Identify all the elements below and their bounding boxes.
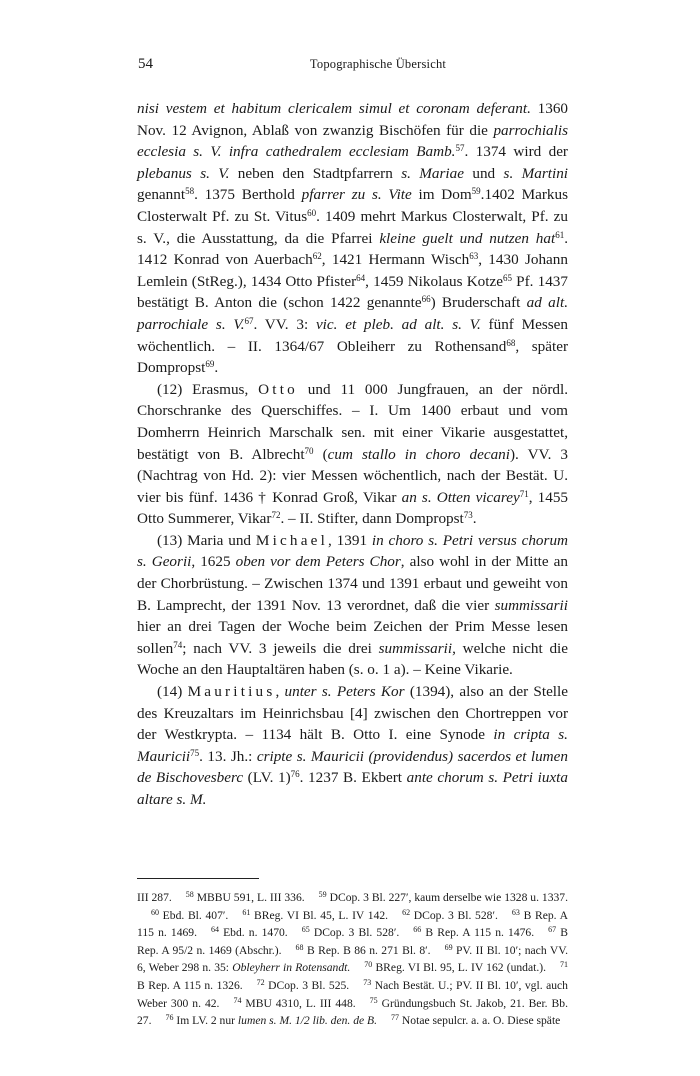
spaced-name: Michael	[255, 531, 329, 549]
footnote-text: BReg. VI Bl. 45, L. IV 142.	[250, 908, 389, 922]
text-run: ) Bruderschaft	[430, 294, 527, 312]
text-run: , 1625	[191, 553, 236, 571]
text-run: neben den Stadtpfarrern	[229, 164, 402, 182]
text-run: genannt	[137, 186, 186, 204]
footnote-italic: Obleyherr in Rotensandt.	[232, 961, 351, 975]
paragraph-2	[137, 379, 568, 530]
footnote-text: Nach Bestät. U.; PV. II Bl. 10′, vgl. auch Weber 300 n. 42.	[137, 978, 568, 1010]
text-run: hier an drei Tagen der Woche beim Zeichen der Prim Messe lesen sollen	[137, 618, 568, 657]
footnote-ref: 68	[506, 337, 516, 348]
footnote-italic: lumen s. M. 1/2 lib. den. de B.	[237, 1014, 378, 1028]
italic-text: oben vor dem Peters Chor	[235, 553, 401, 571]
italic-text: summissarii	[378, 639, 453, 657]
italic-text: kleine guelt und nutzen hat	[379, 229, 556, 247]
text-run: , 1421 Hermann Wisch	[321, 251, 470, 269]
text-run: . – II. Stifter, dann Dompropst	[280, 510, 464, 528]
italic-text: ad alt. parrochiale s. V.	[137, 294, 568, 333]
text-run: .	[472, 510, 477, 528]
footnote-number: 71	[560, 960, 568, 970]
text-run: ; nach VV. 3 jeweils die drei	[182, 639, 379, 657]
text-run: und 11 000 Jungfrauen, an der nördl. Chorschranke des Querschiffes. – I. Um 1400 erbaut und vom Domherrn Heinrich Marschalk sen. mit einer Vikarie ausgestattet, bestätigt von B. Albrecht	[137, 380, 568, 463]
footnote-ref: 59	[471, 186, 481, 197]
footnote-ref: 60	[307, 207, 317, 218]
paragraph-3	[137, 530, 568, 681]
footnote-ref: 69	[205, 359, 215, 370]
footnote-ref: 73	[463, 510, 473, 521]
footnote-text: BReg. VI Bl. 95, L. IV 162 (undat.).	[372, 961, 546, 975]
footnote-text: Gründungsbuch St. Jakob, 21. Ber. Bb. 27.	[137, 996, 568, 1028]
footnote-number: 59	[318, 890, 327, 899]
italic-text: s. Martini	[503, 164, 569, 182]
text-run: ). VV. 3 (Nachtrag von Hd. 2): vier Messen wöchentlich, nach der Bestät. U. vier bis fünf. 1436 † Konrad Groß, Vikar	[137, 445, 568, 506]
page-number: 54	[138, 56, 153, 72]
footnote-number: 75	[369, 995, 378, 1005]
text-run: . VV. 3:	[253, 315, 316, 333]
text-run: , welche nicht die Woche an den Hauptaltären haben (s. o. 1 a). – Keine Vikarie.	[137, 639, 568, 679]
footnote-ref: 74	[173, 639, 183, 650]
paragraph-1	[137, 98, 568, 379]
footnote-text: DCop. 3 Bl. 528′.	[309, 926, 400, 940]
italic-text: ante chorum s. Petri iuxta altare s. M.	[137, 769, 568, 808]
running-title: Topographische Übersicht	[309, 57, 447, 71]
footnote-ref: 57	[455, 143, 465, 154]
footnote-ref: 71	[519, 488, 529, 499]
footnote-number: 74	[233, 995, 242, 1005]
footnote-number: 61	[242, 907, 251, 917]
text-run: . 1412 Konrad von Auerbach	[137, 229, 568, 269]
footnote-number: 72	[256, 977, 265, 987]
italic-text: unter s. Peters Kor	[284, 683, 405, 701]
footnote-text: DCop. 3 Bl. 227′, kaum derselbe wie 1328 u. 1337.	[326, 891, 568, 904]
italic-text: cripte s. Mauricii (providendus) sacerdos et lumen de Bischovesberc	[137, 747, 568, 787]
footnote-number: 67	[548, 925, 557, 935]
footnote-ref: 66	[421, 294, 431, 305]
footnote-block	[137, 889, 568, 1030]
text-run: im Dom	[411, 186, 472, 204]
italic-text: an s. Otten vicarey	[401, 488, 520, 506]
italic-text: parrochialis ecclesia s. V. infra cathedralem ecclesiam Bamb.	[137, 121, 568, 161]
footnote-ref: 76	[290, 769, 300, 780]
footnote-text: MBU 4310, L. III 448.	[241, 996, 356, 1010]
spaced-name: Otto	[258, 380, 298, 398]
footnotes	[137, 889, 568, 1030]
footnote-text: Ebd. Bl. 407′.	[159, 908, 229, 922]
text-run: , später Dompropst	[137, 337, 568, 377]
text-run: , 1430 Johann Lemlein (StReg.), 1434 Otto Pfister	[137, 251, 568, 290]
text-run: . 1374 wird der	[464, 143, 568, 161]
footnote-number: 77	[391, 1013, 400, 1023]
footnote-divider	[137, 878, 259, 879]
text-run: . 13. Jh.:	[199, 747, 257, 765]
footnote-ref: 67	[244, 315, 254, 326]
text-run: (1394), also an der Stelle des Kreuzaltars im Heinrichsbau [4] zwischen den Chortreppen vor der Westkrypta. – 1134 hält B. Otto I. eine Synode	[137, 683, 568, 744]
italic-text: in choro s. Petri versus chorum s. Georii	[137, 531, 569, 571]
footnote-number: 62	[402, 907, 411, 917]
footnote-number: 58	[185, 890, 194, 899]
italic-text: summissarii	[494, 596, 568, 614]
text-run: , 1455 Otto Summerer, Vikar	[137, 488, 569, 528]
footnote-ref: 65	[502, 272, 512, 283]
text-run: (14)	[157, 683, 188, 701]
footnote-text: B Rep. A 115 n. 1469.	[137, 908, 568, 940]
footnote-ref: 63	[469, 251, 479, 262]
footnote-number: 65	[301, 925, 310, 935]
text-run: . 1237 B. Ekbert	[299, 769, 407, 787]
footnote-ref: 61	[555, 229, 565, 240]
footnote-ref: 58	[185, 186, 195, 197]
paragraph-4	[137, 681, 568, 811]
footnote-text: Im LV. 2 nur	[173, 1014, 238, 1028]
text-run: und	[464, 164, 504, 182]
text-run: (13) Maria und	[157, 531, 256, 549]
italic-text: nisi vestem et habitum clericalem simul et coronam deferant.	[137, 100, 531, 117]
main-text	[137, 98, 568, 811]
text-run: . 1375 Berthold	[194, 186, 302, 204]
text-run: .1402 Markus Closterwalt Pf. zu St. Vitus	[137, 186, 568, 225]
footnote-number: 73	[363, 977, 372, 987]
footnote-text: Notae sepulcr. a. a. O. Diese späte	[399, 1014, 561, 1028]
text-run: fünf Messen wöchentlich. – II. 1364/67 Obleiherr zu Rothensand	[137, 315, 569, 355]
footnote-ref: 75	[190, 747, 200, 758]
text-run: , also wohl in der Mitte an der Chorbrüstung. – Zwischen 1374 und 1391 erbaut und geweiht von B. Lamprecht, der 1391 Nov. 13 verordnet, daß die vier	[137, 553, 569, 614]
text-run: (LV. 1)	[243, 769, 291, 787]
footnote-ref: 70	[304, 445, 314, 456]
italic-text: in cripta s. Mauricii	[137, 726, 568, 765]
footnote-text: III 287.	[137, 891, 172, 904]
page-header	[0, 56, 700, 78]
footnote-text: B Rep. A 115 n. 1326.	[137, 978, 243, 992]
footnote-number: 70	[364, 960, 373, 970]
text-run: , 1459 Nikolaus Kotze	[365, 272, 503, 290]
text-run: .	[214, 359, 219, 377]
footnote-number: 76	[165, 1013, 174, 1023]
footnote-text: B Rep. A 115 n. 1476.	[421, 926, 535, 940]
footnote-number: 66	[413, 925, 422, 935]
footnote-ref: 62	[312, 251, 322, 262]
footnote-number: 64	[210, 925, 219, 935]
italic-text: vic. et pleb. ad alt. s. V.	[315, 315, 481, 333]
footnote-text: DCop. 3 Bl. 528′.	[410, 908, 498, 922]
text-run: , 1391	[328, 531, 372, 549]
text-run: ,	[275, 683, 285, 701]
footnote-ref: 64	[356, 272, 366, 283]
footnote-ref: 72	[271, 510, 281, 521]
text-run: 1360 Nov. 12 Avignon, Ablaß von zwanzig Bischöfen für die	[137, 100, 569, 139]
italic-text: pfarrer zu s. Vite	[301, 186, 412, 204]
footnote-number: 63	[511, 907, 520, 917]
footnote-number: 68	[295, 942, 304, 952]
footnote-text: PV. II Bl. 10′; nach VV. 6, Weber 298 n. 35:	[137, 943, 568, 975]
footnote-text: B Rep. B 86 n. 271 Bl. 8′.	[303, 943, 431, 957]
footnote-text: Ebd. n. 1470.	[218, 926, 288, 940]
italic-text: cum stallo in choro decani	[327, 445, 510, 463]
footnote-text: MBBU 591, L. III 336.	[193, 891, 305, 904]
footnote-text: DCop. 3 Bl. 525.	[264, 978, 350, 992]
text-run: Pf. 1437 bestätigt B. Anton die (schon 1422 genannte	[137, 272, 568, 312]
italic-text: plebanus s. V.	[137, 164, 230, 182]
text-run: (12) Erasmus,	[157, 380, 259, 398]
text-run: (	[313, 445, 328, 463]
text-run: . 1409 mehrt Markus Closterwalt, Pf. zu s. V., die Ausstattung, da die Pfarrei	[137, 207, 568, 247]
footnote-number: 60	[151, 907, 159, 917]
footnote-number: 69	[444, 942, 453, 952]
spaced-name: Mauritius	[187, 683, 276, 701]
footnote-text: B Rep. A 95/2 n. 1469 (Abschr.).	[137, 926, 568, 957]
italic-text: s. Mariae	[401, 164, 464, 182]
